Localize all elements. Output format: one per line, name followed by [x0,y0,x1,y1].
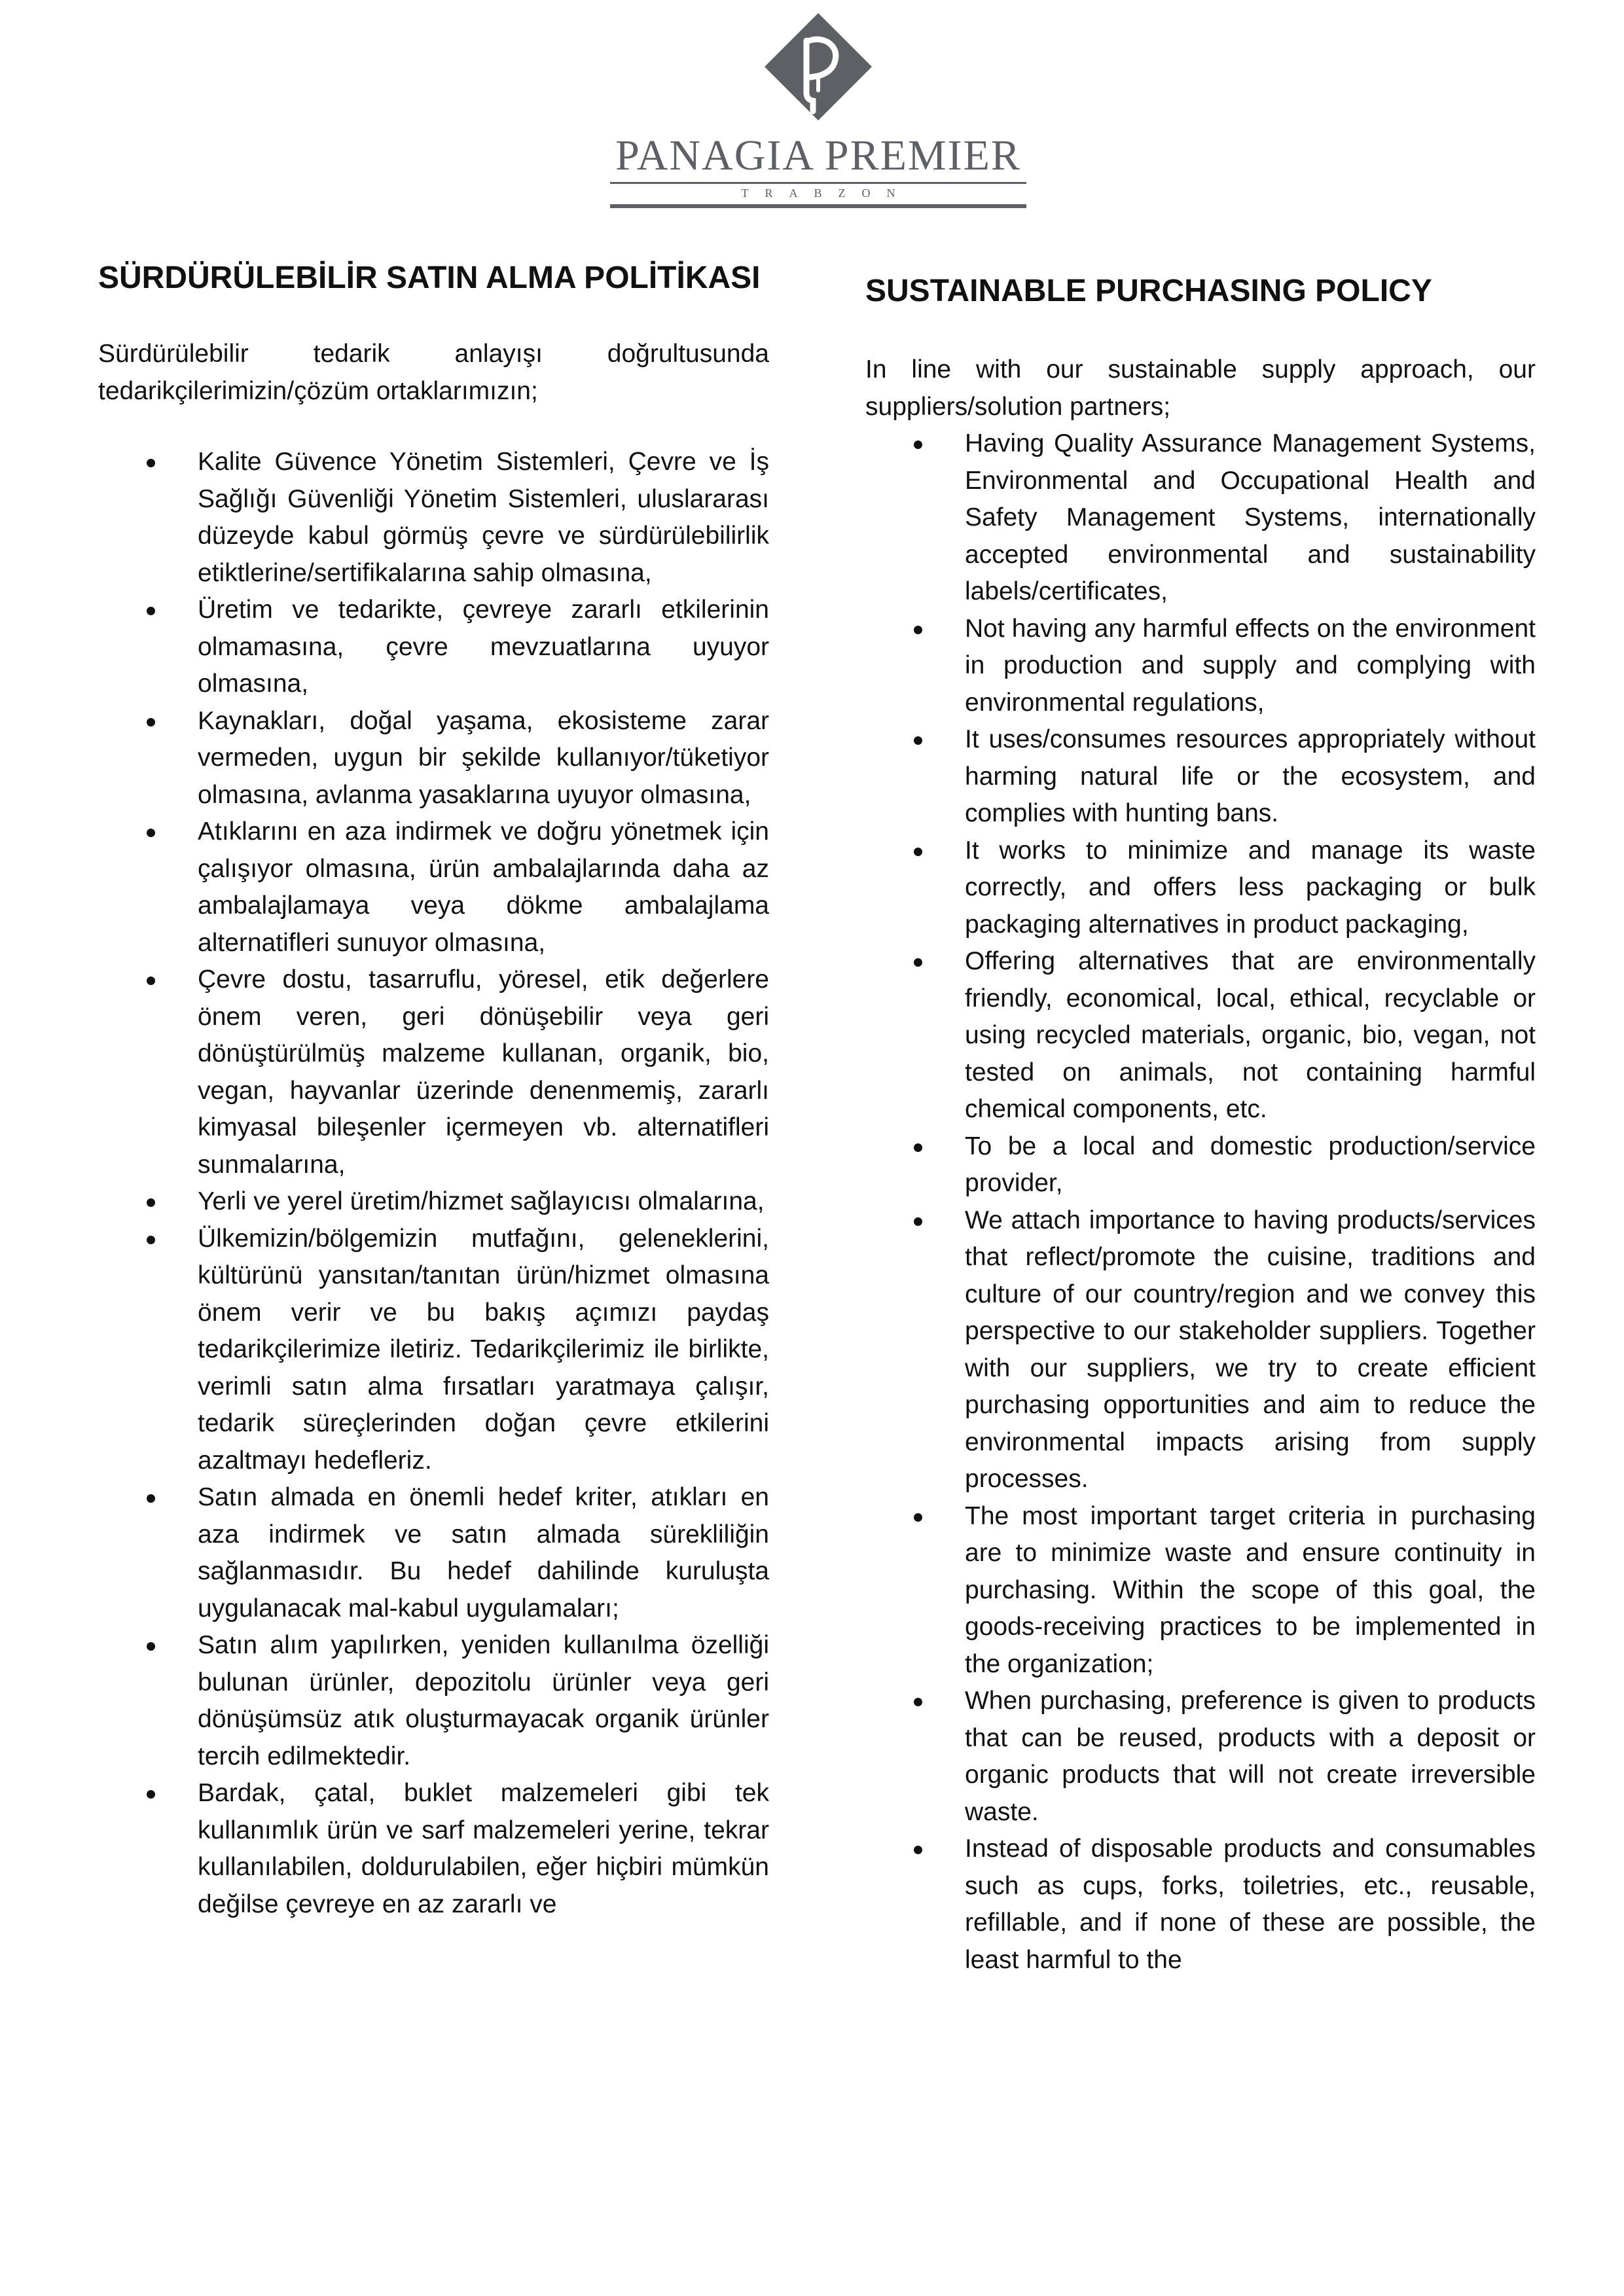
brand-city: TRABZON [741,187,912,200]
list-item [98,1627,769,1775]
list-item-text: Kaynakları, doğal yaşama, ekosisteme zarar vermeden, uygun bir şekilde kullanıyor/tüketiyor olmasına, avlanma yasaklarına uyuyor olmasına, [198,706,769,809]
list-item-text: Satın almada en önemli hedef kriter, atıkları en aza indirmek ve satın almada sürekliliğin sağlanmasıdır. Bu hedef dahilinde kuruluşta uygulanacak mal-kabul uygulamaları; [198,1483,769,1623]
list-item [98,592,769,703]
bullet-icon [914,440,922,449]
list-item-text: Atıklarını en aza indirmek ve doğru yönetmek için çalışıyor olmasına, ürün ambalajlarında daha az ambalajlamaya veya dökme ambalajlama alternatifleri sunuyor olmasına, [198,817,769,957]
list-item-text: Çevre dostu, tasarruflu, yöresel, etik değerlere önem veren, geri dönüşebilir veya geri dönüştürülmüş malzeme kullanan, organik, bio, vegan, hayvanlar üzerinde denenmemiş, zararlı kimyasal bileşenler içermeyen vb. alternatifleri sunmalarına, [198,965,769,1179]
logo-divider-top [610,182,1026,184]
list-item-text: Kalite Güvence Yönetim Sistemleri, Çevre ve İş Sağlığı Güvenliği Yönetim Sistemleri, uluslararası düzeyde kabul görmüş çevre ve sürdürülebilirlik etiktlerine/sertifikalarına sahip olmasına, [198,448,769,587]
bullet-icon [914,1698,922,1706]
english-policy-list [865,425,1536,1979]
list-item-text: It uses/consumes resources appropriately without harming natural life or the ecosystem, and complies with hunting bans. [965,725,1536,827]
bullet-icon [914,1846,922,1854]
list-item-text: Yerli ve yerel üretim/hizmet sağlayıcısı olmalarına, [198,1187,765,1215]
list-item-text: Bardak, çatal, buklet malzemeleri gibi tek kullanımlık ürün ve sarf malzemeleri yerine, tekrar kullanılabilen, doldurulabilen, eğer hiçbiri mümkün değilse çevreye en az zararlı ve [198,1779,769,1918]
bullet-icon [147,829,155,837]
bullet-icon [914,848,922,856]
list-item-text: The most important target criteria in purchasing are to minimize waste and ensure continuity in purchasing. Within the scope of this goal, the goods-receiving practices to be implemented in the organization; [965,1501,1536,1678]
bullet-icon [914,1143,922,1152]
turkish-policy-heading: SÜRDÜRÜLEBİLİR SATIN ALMA POLİTİKASI [98,260,761,295]
turkish-policy-intro: Sürdürülebilir tedarik anlayışı doğrultusunda tedarikçilerimizin/çözüm ortaklarımızın; [98,340,769,405]
list-item-text: Offering alternatives that are environmentally friendly, economical, local, ethical, recyclable or using recycled materials, organic, bio, vegan, not tested on animals, not containing harmful chemical components, etc. [965,947,1536,1123]
turkish-policy-column [98,259,769,1923]
bullet-icon [914,958,922,967]
list-item-text: Having Quality Assurance Management Systems, Environmental and Occupational Health and Safety Management Systems, internationally accepted environmental and sustainability labels/certificates, [965,429,1536,605]
bullet-icon [147,1790,155,1799]
bullet-icon [147,718,155,726]
list-item [98,1183,769,1221]
list-item-text: When purchasing, preference is given to products that can be reused, products with a deposit or organic products that will not create irreversible waste. [965,1687,1536,1826]
bullet-icon [914,736,922,745]
list-item-text: It works to minimize and manage its waste correctly, and offers less packaging or bulk packaging alternatives in product packaging, [965,836,1536,939]
list-item-text: To be a local and domestic production/service provider, [965,1132,1536,1197]
panagia-p-monogram-icon [753,13,884,137]
english-policy-heading: SUSTAINABLE PURCHASING POLICY [865,274,1432,308]
bullet-icon [147,1198,155,1207]
turkish-policy-list [98,444,769,1923]
english-policy-column [865,272,1536,1979]
list-item-text: Ülkemizin/bölgemizin mutfağını, geleneklerini, kültürünü yansıtan/tanıtan ürün/hizmet olmasına önem verir ve bu bakış açımızı paydaş tedarikçilerimize iletiriz. Tedarikçilerimiz ile birlikte, verimli satın alma fırsatları yaratmaya çalışır, tedarik süreçlerinden doğan çevre etkilerini azaltmayı hedefleriz. [198,1224,769,1475]
logo [602,13,1034,203]
list-item-text: Not having any harmful effects on the environment in production and supply and complying with environmental regulations, [965,614,1536,717]
list-item-text: Instead of disposable products and consumables such as cups, forks, toiletries, etc., reusable, refillable, and if none of these are possible, the least harmful to the [965,1835,1536,1974]
bullet-icon [147,459,155,467]
brand-name: PANAGIA PREMIER [615,132,1021,179]
list-item [865,943,1536,1128]
list-item-text: Satın alım yapılırken, yeniden kullanılma özelliği bulunan ürünler, depozitolu ürünler veya geri dönüşümsüz atık oluşturmayacak organik ürünler tercih edilmektedir. [198,1631,769,1770]
bullet-icon [914,626,922,634]
list-item [865,1683,1536,1831]
list-item [865,611,1536,722]
bullet-icon [147,977,155,985]
list-item [865,721,1536,833]
list-item [98,1775,769,1923]
logo-divider-bottom [610,204,1026,208]
list-item [865,833,1536,944]
bullet-icon [914,1513,922,1522]
list-item-text: We attach importance to having products/services that reflect/promote the cuisine, traditions and culture of our country/region and we convey this perspective to our stakeholder suppliers. Together with our suppliers, we try to create efficient purchasing opportunities and aim to reduce the environmental impacts arising from supply processes. [965,1206,1536,1493]
list-item [865,1498,1536,1683]
bullet-icon [147,1642,155,1651]
list-item [98,1221,769,1480]
list-item [98,961,769,1183]
bullet-icon [147,1236,155,1244]
list-item [865,1202,1536,1498]
english-policy-intro: In line with our sustainable supply approach, our suppliers/solution partners; [865,355,1536,421]
list-item [98,703,769,814]
list-item [865,425,1536,611]
list-item [98,814,769,961]
list-item [98,444,769,592]
list-item [865,1128,1536,1202]
list-item [98,1479,769,1627]
bullet-icon [914,1217,922,1226]
list-item [865,1831,1536,1979]
list-item-text: Üretim ve tedarikte, çevreye zararlı etkilerinin olmamasına, çevre mevzuatlarına uyuyor olmasına, [198,596,769,698]
bullet-icon [147,607,155,615]
bullet-icon [147,1494,155,1503]
